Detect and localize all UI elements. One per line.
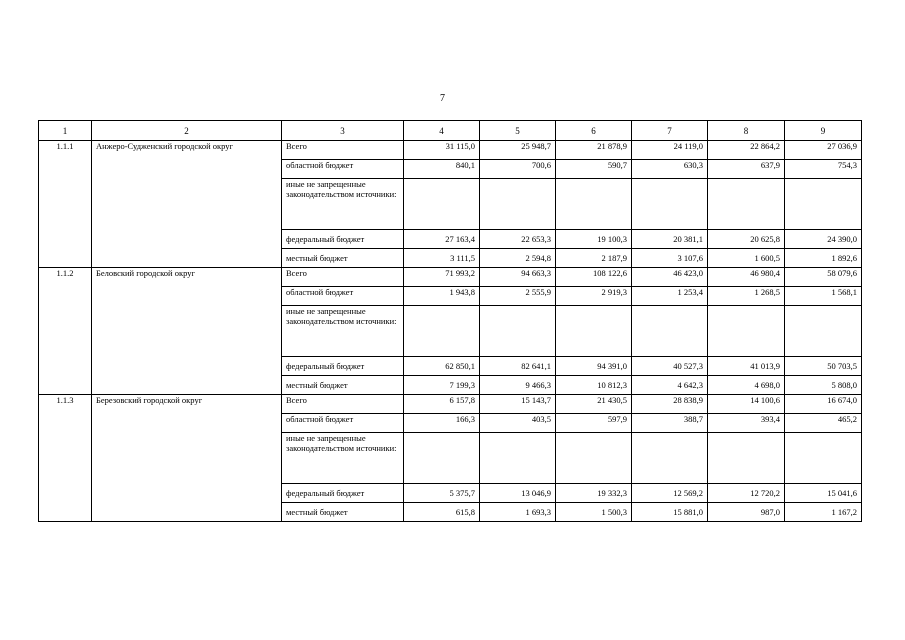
amount-cell: 840,1 [404, 160, 480, 179]
amount-cell: 1 253,4 [632, 287, 708, 306]
amount-cell: 1 167,2 [785, 503, 862, 522]
section-number: 1.1.1 [39, 141, 92, 268]
amount-cell: 21 878,9 [556, 141, 632, 160]
amount-cell: 28 838,9 [632, 395, 708, 414]
amount-cell [480, 306, 556, 357]
amount-cell: 2 187,9 [556, 249, 632, 268]
amount-cell: 58 079,6 [785, 268, 862, 287]
column-header: 5 [480, 121, 556, 141]
amount-cell [785, 433, 862, 484]
amount-cell [708, 433, 785, 484]
funding-source-label: иные не запрещенные законодательством источники: [282, 306, 404, 357]
amount-cell: 15 143,7 [480, 395, 556, 414]
amount-cell: 754,3 [785, 160, 862, 179]
column-header: 1 [39, 121, 92, 141]
amount-cell: 15 041,6 [785, 484, 862, 503]
column-header: 9 [785, 121, 862, 141]
amount-cell: 2 555,9 [480, 287, 556, 306]
amount-cell: 597,9 [556, 414, 632, 433]
amount-cell: 71 993,2 [404, 268, 480, 287]
amount-cell: 16 674,0 [785, 395, 862, 414]
amount-cell [632, 433, 708, 484]
amount-cell: 166,3 [404, 414, 480, 433]
amount-cell [556, 179, 632, 230]
funding-source-label: федеральный бюджет [282, 357, 404, 376]
section-number: 1.1.2 [39, 268, 92, 395]
amount-cell [556, 306, 632, 357]
amount-cell: 2 594,8 [480, 249, 556, 268]
column-header: 7 [632, 121, 708, 141]
funding-source-label: областной бюджет [282, 414, 404, 433]
amount-cell: 24 119,0 [632, 141, 708, 160]
section-number: 1.1.3 [39, 395, 92, 522]
funding-source-label: иные не запрещенные законодательством источники: [282, 179, 404, 230]
funding-source-label: федеральный бюджет [282, 484, 404, 503]
amount-cell: 700,6 [480, 160, 556, 179]
amount-cell: 1 892,6 [785, 249, 862, 268]
amount-cell: 22 653,3 [480, 230, 556, 249]
total-row [39, 141, 862, 160]
column-header: 8 [708, 121, 785, 141]
amount-cell: 5 375,7 [404, 484, 480, 503]
amount-cell: 14 100,6 [708, 395, 785, 414]
total-row [39, 395, 862, 414]
amount-cell: 13 046,9 [480, 484, 556, 503]
amount-cell: 62 850,1 [404, 357, 480, 376]
amount-cell [632, 179, 708, 230]
amount-cell: 27 036,9 [785, 141, 862, 160]
column-header: 2 [92, 121, 282, 141]
amount-cell: 1 693,3 [480, 503, 556, 522]
amount-cell: 403,5 [480, 414, 556, 433]
amount-cell: 27 163,4 [404, 230, 480, 249]
amount-cell [708, 179, 785, 230]
funding-source-label: Всего [282, 141, 404, 160]
amount-cell: 20 381,1 [632, 230, 708, 249]
amount-cell: 82 641,1 [480, 357, 556, 376]
amount-cell [785, 179, 862, 230]
amount-cell: 393,4 [708, 414, 785, 433]
amount-cell: 1 268,5 [708, 287, 785, 306]
amount-cell: 46 980,4 [708, 268, 785, 287]
amount-cell [708, 306, 785, 357]
amount-cell: 630,3 [632, 160, 708, 179]
amount-cell: 1 500,3 [556, 503, 632, 522]
funding-source-label: иные не запрещенные законодательством источники: [282, 433, 404, 484]
municipality-name: Анжеро-Судженский городской округ [92, 141, 282, 268]
amount-cell: 22 864,2 [708, 141, 785, 160]
amount-cell: 94 391,0 [556, 357, 632, 376]
header-row [39, 121, 862, 141]
funding-source-label: областной бюджет [282, 160, 404, 179]
amount-cell: 2 919,3 [556, 287, 632, 306]
amount-cell: 465,2 [785, 414, 862, 433]
amount-cell: 24 390,0 [785, 230, 862, 249]
amount-cell [404, 433, 480, 484]
amount-cell [404, 179, 480, 230]
amount-cell: 19 332,3 [556, 484, 632, 503]
funding-source-label: местный бюджет [282, 503, 404, 522]
funding-source-label: Всего [282, 395, 404, 414]
funding-source-label: местный бюджет [282, 249, 404, 268]
amount-cell: 590,7 [556, 160, 632, 179]
column-header: 3 [282, 121, 404, 141]
column-header: 6 [556, 121, 632, 141]
municipality-name: Беловский городской округ [92, 268, 282, 395]
amount-cell: 7 199,3 [404, 376, 480, 395]
amount-cell: 21 430,5 [556, 395, 632, 414]
amount-cell [480, 433, 556, 484]
funding-source-label: Всего [282, 268, 404, 287]
column-header: 4 [404, 121, 480, 141]
amount-cell: 10 812,3 [556, 376, 632, 395]
amount-cell: 19 100,3 [556, 230, 632, 249]
amount-cell: 1 600,5 [708, 249, 785, 268]
amount-cell [556, 433, 632, 484]
municipality-name: Березовский городской округ [92, 395, 282, 522]
amount-cell: 3 107,6 [632, 249, 708, 268]
funding-source-label: федеральный бюджет [282, 230, 404, 249]
amount-cell: 46 423,0 [632, 268, 708, 287]
total-row [39, 268, 862, 287]
amount-cell: 41 013,9 [708, 357, 785, 376]
funding-source-label: областной бюджет [282, 287, 404, 306]
amount-cell: 1 568,1 [785, 287, 862, 306]
amount-cell: 615,8 [404, 503, 480, 522]
amount-cell [480, 179, 556, 230]
amount-cell: 6 157,8 [404, 395, 480, 414]
amount-cell: 388,7 [632, 414, 708, 433]
table-body [39, 141, 862, 522]
amount-cell: 40 527,3 [632, 357, 708, 376]
amount-cell: 94 663,3 [480, 268, 556, 287]
amount-cell: 9 466,3 [480, 376, 556, 395]
amount-cell: 12 720,2 [708, 484, 785, 503]
amount-cell: 637,9 [708, 160, 785, 179]
funding-source-label: местный бюджет [282, 376, 404, 395]
amount-cell: 20 625,8 [708, 230, 785, 249]
amount-cell: 1 943,8 [404, 287, 480, 306]
budget-table [38, 120, 862, 522]
amount-cell [404, 306, 480, 357]
amount-cell [632, 306, 708, 357]
page-number: 7 [440, 93, 445, 104]
amount-cell [785, 306, 862, 357]
amount-cell: 5 808,0 [785, 376, 862, 395]
amount-cell: 15 881,0 [632, 503, 708, 522]
amount-cell: 31 115,0 [404, 141, 480, 160]
amount-cell: 987,0 [708, 503, 785, 522]
amount-cell: 108 122,6 [556, 268, 632, 287]
amount-cell: 3 111,5 [404, 249, 480, 268]
amount-cell: 4 642,3 [632, 376, 708, 395]
amount-cell: 50 703,5 [785, 357, 862, 376]
amount-cell: 25 948,7 [480, 141, 556, 160]
amount-cell: 4 698,0 [708, 376, 785, 395]
amount-cell: 12 569,2 [632, 484, 708, 503]
